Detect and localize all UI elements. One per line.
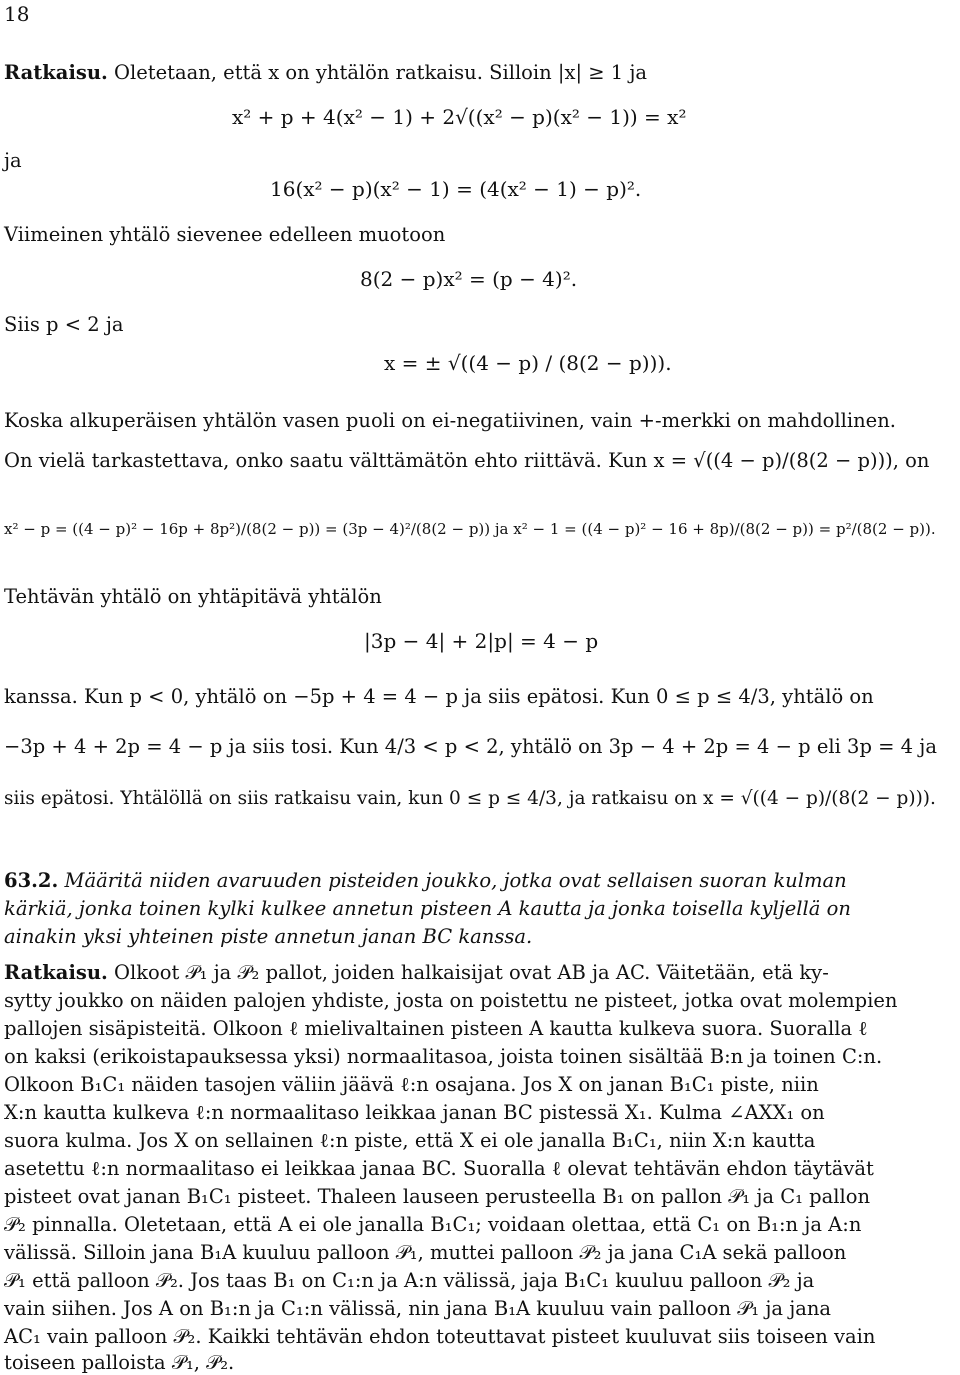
paragraph-intro [4,60,647,85]
paragraph-p-less-2: Siis p < 2 ja [4,313,124,336]
intro-text: Oletetaan, että x on yhtälön ratkaisu. Silloin |x| ≥ 1 ja [114,61,648,84]
paragraph-conclusion: siis epätosi. Yhtälöllä on siis ratkaisu vain, kun 0 ≤ p ≤ 4/3, ja ratkaisu on x = √((4 − p)/(8(2 − p))). [4,788,936,809]
equation-4: x = ± √((4 − p) / (8(2 − p))). [384,351,672,375]
solution2-line-11: välissä. Silloin jana B₁A kuuluu palloon 𝒫₁, muttei palloon 𝒫₂ ja jana C₁A sekä palloon [4,1241,847,1264]
equation-3: 8(2 − p)x² = (p − 4)². [360,267,578,291]
solution2-line-8: asetettu ℓ:n normaalitaso ei leikkaa janaa BC. Suoralla ℓ olevat tehtävän ehdon täytävät [4,1157,874,1180]
paragraph-equivalent: Tehtävän yhtälö on yhtäpitävä yhtälön [4,585,382,608]
paragraph-case-1: kanssa. Kun p < 0, yhtälö on −5p + 4 = 4 − p ja siis epätosi. Kun 0 ≤ p ≤ 4/3, yhtälö on [4,685,874,708]
solution2-line-12: 𝒫₁ että palloon 𝒫₂. Jos taas B₁ on C₁:n ja A:n välissä, jaja B₁C₁ kuuluu palloon 𝒫₂ ja [4,1269,815,1292]
problem-text-1: Määritä niiden avaruuden pisteiden joukko, jotka ovat sellaisen suoran kulman [64,869,847,892]
solution2-label: Ratkaisu. [4,961,108,984]
problem-statement-line-1 [4,868,847,893]
solution2-line-13: vain siihen. Jos A on B₁:n ja C₁:n välissä, nin jana B₁A kuuluu vain palloon 𝒫₁ ja jana [4,1297,832,1320]
solution2-line-7: suora kulma. Jos X on sellainen ℓ:n piste, että X ei ole janalla B₁C₁, niin X:n kautta [4,1129,816,1152]
problem-statement-line-3: ainakin yksi yhteinen piste annetun janan BC kanssa. [4,925,533,948]
word-ja: ja [4,149,22,172]
equation-2: 16(x² − p)(x² − 1) = (4(x² − 1) − p)². [270,177,642,201]
paragraph-case-2: −3p + 4 + 2p = 4 − p ja siis tosi. Kun 4/3 < p < 2, yhtälö on 3p − 4 + 2p = 4 − p eli 3p = 4 ja [4,735,937,758]
solution2-line-2: sytty joukko on näiden palojen yhdiste, josta on poistettu ne pisteet, jotka ovat molempien [4,989,898,1012]
solution2-line-5: Olkoon B₁C₁ näiden tasojen väliin jäävä ℓ:n osajana. Jos X on janan B₁C₁ piste, niin [4,1073,819,1096]
solution2-line-1 [4,960,829,985]
paragraph-sign: Koska alkuperäisen yhtälön vasen puoli on ei-negatiivinen, vain +-merkki on mahdollinen. [4,409,896,432]
equation-1: x² + p + 4(x² − 1) + 2√((x² − p)(x² − 1)) = x² [232,105,687,129]
paragraph-simplify: Viimeinen yhtälö sievenee edelleen muotoon [4,223,446,246]
solution2-line-6: X:n kautta kulkeva ℓ:n normaalitaso leikkaa janan BC pistessä X₁. Kulma ∠AXX₁ on [4,1101,825,1124]
paragraph-check: On vielä tarkastettava, onko saatu välttämätön ehto riittävä. Kun x = √((4 − p)/(8(2 − p))), on [4,449,930,472]
solution2-line-14: AC₁ vain palloon 𝒫₂. Kaikki tehtävän ehdon toteuttavat pisteet kuuluvat siis toiseen vain [4,1325,876,1348]
equation-5: x² − p = ((4 − p)² − 16p + 8p²)/(8(2 − p)) = (3p − 4)²/(8(2 − p)) ja x² − 1 = ((4 − p)² − 16 + 8p)/(8(2 − p)) = p²/(8(2 − p)). [4,520,936,538]
solution2-text-1: Olkoot 𝒫₁ ja 𝒫₂ pallot, joiden halkaisijat ovat AB ja AC. Väitetään, etä ky- [114,961,829,984]
equation-6: |3p − 4| + 2|p| = 4 − p [364,629,599,653]
page-number: 18 [4,2,30,26]
solution-label: Ratkaisu. [4,61,108,84]
problem-statement-line-2: kärkiä, jonka toinen kylki kulkee annetun pisteen A kautta ja jonka toisella kyljellä on [4,897,851,920]
solution2-line-9: pisteet ovat janan B₁C₁ pisteet. Thaleen lauseen perusteella B₁ on pallon 𝒫₁ ja C₁ pallon [4,1185,871,1208]
solution2-line-4: on kaksi (erikoistapauksessa yksi) normaalitasoa, joista toinen sisältää B:n ja toinen C:n. [4,1045,883,1068]
solution2-line-3: pallojen sisäpisteitä. Olkoon ℓ mielivaltainen pisteen A kautta kulkeva suora. Suoralla ℓ [4,1017,868,1040]
problem-number: 63.2. [4,869,59,892]
solution2-line-10: 𝒫₂ pinnalla. Oletetaan, että A ei ole janalla B₁C₁; voidaan olettaa, että C₁ on B₁:n ja A:n [4,1213,862,1236]
solution2-line-15: toiseen palloista 𝒫₁, 𝒫₂. [4,1351,235,1374]
